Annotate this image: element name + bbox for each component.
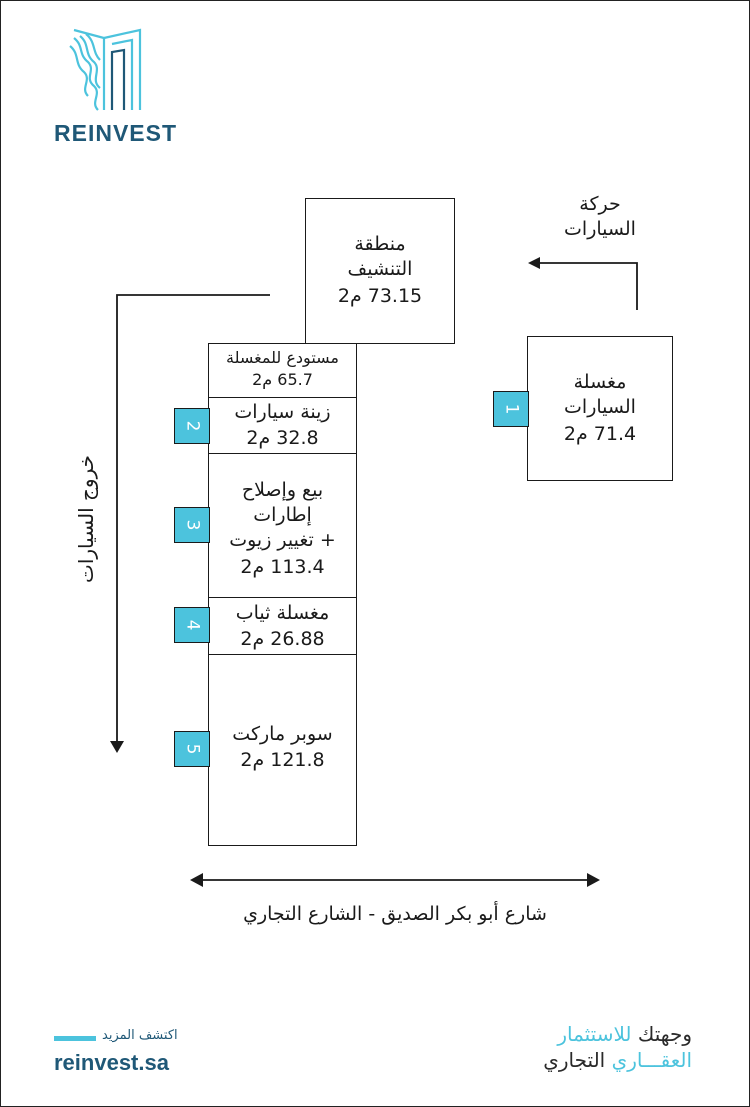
unit-supermarket-area: 121.8 م2 [240, 749, 325, 771]
street-arrowhead-right [587, 873, 600, 887]
tagline-line-2 [543, 1048, 692, 1072]
tagline-accent-1: للاستثمار [557, 1022, 632, 1046]
tagline-plain-2: التجاري [543, 1048, 612, 1072]
exit-label: خروج السيارات [74, 455, 98, 583]
unit-badge-2: 2 [174, 408, 210, 444]
unit-warehouse-area: 65.7 م2 [252, 370, 313, 389]
unit-laundry-area: 26.88 م2 [240, 628, 325, 650]
discover-bar [54, 1036, 96, 1041]
unit-car-wash-name: مغسلة السيارات [564, 371, 636, 418]
discover-more[interactable] [54, 1028, 194, 1048]
unit-laundry-name: مغسلة ثياب [235, 602, 330, 624]
discover-label: اكتشف المزيد [102, 1028, 178, 1043]
unit-supermarket-name: سوبر ماركت [232, 723, 333, 745]
unit-warehouse-name: مستودع للمغسلة [226, 348, 339, 367]
tagline-plain-1: وجهتك [631, 1022, 692, 1046]
unit-car-accessories-area: 32.8 م2 [246, 427, 319, 449]
unit-car-accessories-name: زينة سيارات [234, 401, 331, 423]
tagline-accent-2: العقـــاري [611, 1048, 692, 1072]
street-label: شارع أبو بكر الصديق - الشارع التجاري [243, 903, 547, 925]
traffic-label: حركة السيارات [564, 193, 636, 240]
unit-badge-4: 4 [174, 607, 210, 643]
street-arrowhead-left [190, 873, 203, 887]
tagline-line-1 [557, 1022, 692, 1046]
unit-car-wash-area: 71.4 م2 [563, 423, 637, 445]
unit-drying-name: منطقة التنشيف [347, 233, 413, 280]
exit-arrowhead [110, 741, 124, 753]
unit-tires-oil-name: بيع وإصلاح إطارات + تغيير زيوت [229, 479, 336, 551]
website-link[interactable]: reinvest.sa [54, 1050, 169, 1075]
unit-tires-oil-area: 113.4 م2 [240, 556, 325, 578]
unit-badge-3: 3 [174, 507, 210, 543]
traffic-arrowhead [528, 257, 540, 269]
brand-name: REINVEST [54, 120, 178, 146]
traffic-path [540, 263, 637, 310]
unit-badge-5: 5 [174, 731, 210, 767]
unit-drying-area-value: 73.15 م2 [337, 285, 423, 307]
unit-badge-1: 1 [493, 391, 529, 427]
